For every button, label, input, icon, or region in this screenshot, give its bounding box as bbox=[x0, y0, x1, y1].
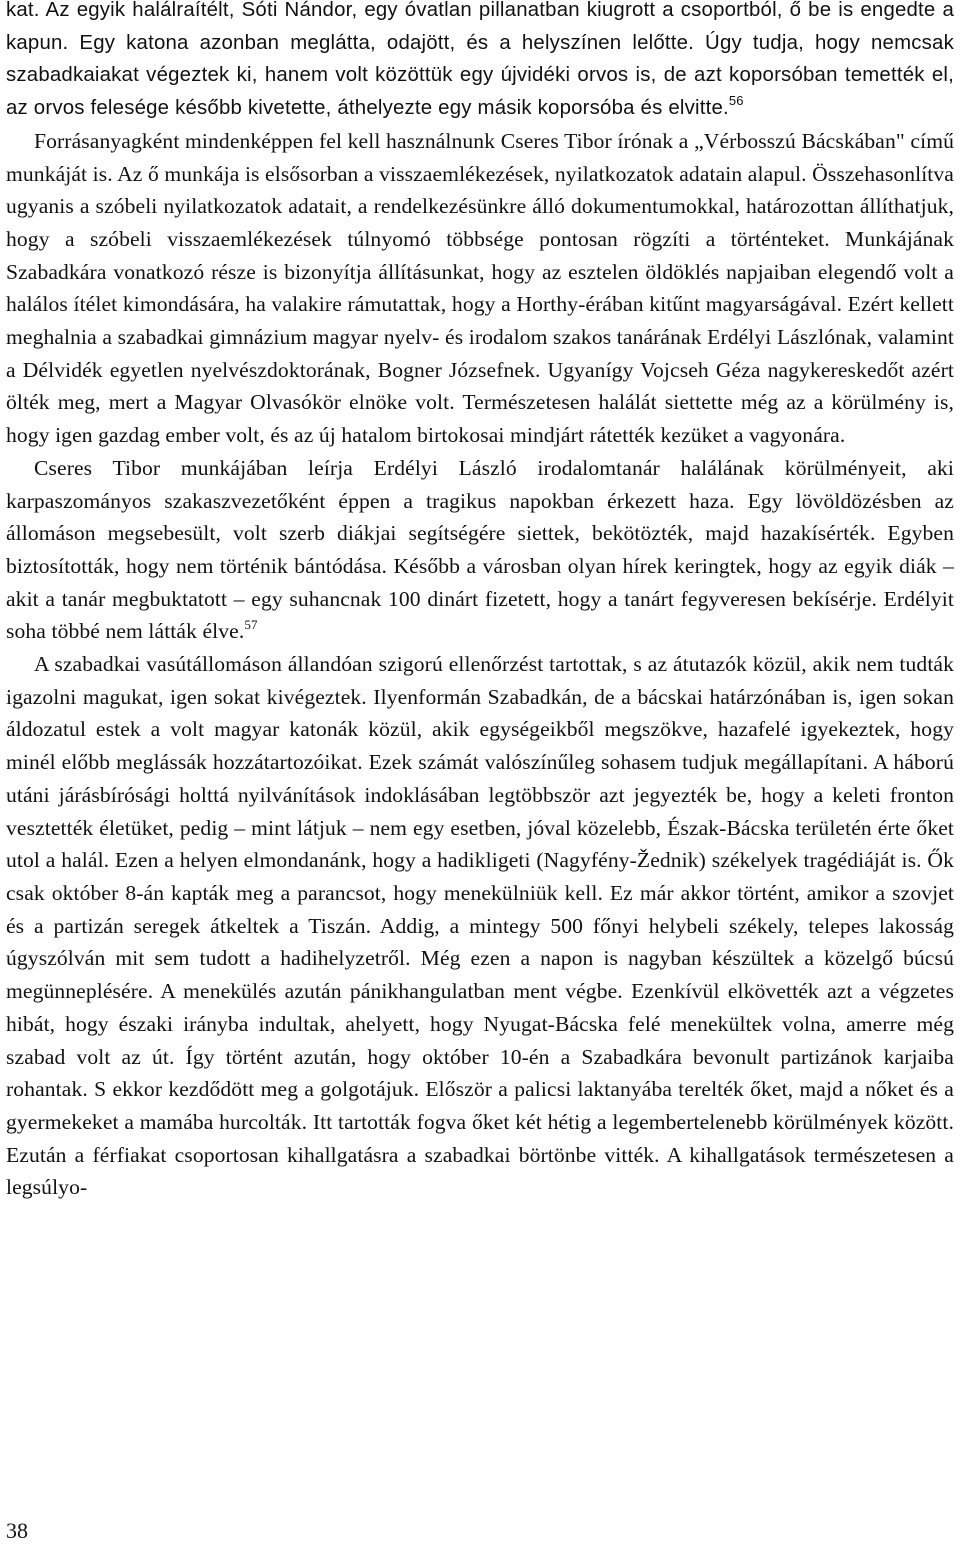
paragraph-3-text: Cseres Tibor munkájában leírja Erdélyi László irodalomtanár halálának körülményeit, aki karpaszományos szakaszvezetőként éppen a tragikus napokban érkezett haza. Egy lövöldözésben az állomáson megsebesült, volt szerb diákjai segítségére siettek, bekötözték, majd hazakísérték. Egyben biztosították, hogy nem történik bántódása. Később a városban olyan hírek keringtek, hogy az egyik diák – akit a tanár megbuktatott – egy suhancnak 100 dinárt fizetett, hogy a tanárt fegyveresen bekísérje. Erdélyit soha többé nem látták élve. bbox=[6, 455, 954, 644]
paragraph-2-text: Forrásanyagként mindenképpen fel kell használnunk Cseres Tibor írónak a „Vérbosszú Bácskában" című munkáját is. Az ő munkája is elsősorban a visszaemlékezések, nyilatkozatok adatain alapul. Összehasonlítva ugyanis a szóbeli nyilatkozatok adatait, a rendelkezésünkre álló dokumentumokkal, határozottan állíthatjuk, hogy a szóbeli visszaemlékezések túlnyomó többsége pontosan rögzíti a történteket. Munkájának Szabadkára vonatkozó része is bizonyítja állításunkat, hogy az esztelen öldöklés napjaiban elegendő volt a halálos ítélet kimondására, ha valakire rámutattak, hogy a Horthy-érában kitűnt magyarságával. Ezért kellett meghalnia a szabadkai gimnázium magyar nyelv- és irodalom szakos tanárának Erdélyi Lászlónak, valamint a Délvidék egyetlen nyelvészdoktorának, Bogner Józsefnek. Ugyanígy Vojcseh Géza nagykereskedőt azért ölték meg, mert a Magyar Olvasókör elnöke volt. Természetesen halálát siettette még az a körülmény is, hogy igen gazdag ember volt, és az új hatalom birtokosai mindjárt rátették kezüket a vagyonára. bbox=[6, 128, 954, 448]
footnote-ref-57: 57 bbox=[244, 617, 258, 633]
paragraph-1-text: kat. Az egyik halálraítélt, Sóti Nándor, egy óvatlan pillanatban kiugrott a csoportból, ő be is engedte a kapun. Egy katona azonban meglátta, odajött, és a helyszínen lelőtte. Úgy tudja, hogy nemcsak szabadkaiakat végeztek ki, hanem volt közöttük egy újvidéki orvos is, de azt koporsóban temették el, az orvos felesége később kivetette, áthelyezte egy másik koporsóba és elvitte. bbox=[6, 0, 954, 120]
page-number: 38 bbox=[6, 1518, 28, 1543]
paragraph-4-text: A szabadkai vasútállomáson állandóan szigorú ellenőrzést tartottak, s az átutazók közül, akik nem tudták igazolni magukat, igen sokat kivégeztek. Ilyenformán Szabadkán, de a bácskai határzónában is, igen sokan áldozatul estek a volt magyar katonák közül, akik egységeikből megszökve, hazafelé igyekeztek, hogy minél előbb meglássák hozzátartozóikat. Ezek számát valószínűleg sohasem tudjuk megállapítani. A háború utáni járásbírósági holttá nyilvánítások indoklásában legtöbbször azt jegyezték be, hogy a keleti fronton vesztették életüket, pedig – mint látjuk – nem egy esetben, jóval közelebb, Észak-Bácska területén érte őket utol a halál. Ezen a helyen elmondanánk, hogy a hadikligeti (Nagyfény-Žednik) székelyek tragédiáját is. Ők csak október 8-án kapták meg a parancsot, hogy menekülniük kell. Ez már akkor történt, amikor a szovjet és a partizán seregek átkeltek a Tiszán. Addig, a mintegy 500 főnyi helybeli székely, telepes lakosság úgyszólván mit sem tudott a hadihelyzetről. Még ezen a napon is nagyban készültek a közelgő búcsú megünneplésére. A menekülés azután pánikhangulatban ment végbe. Ezenkívül elkövették azt a végzetes hibát, hogy északi irányba indultak, ahelyett, hogy Nyugat-Bácska felé menekültek volna, amerre még szabad volt az út. Így történt azután, hogy október 10-én a Szabadkára bevonult partizánok karjaiba rohantak. S ekkor kezdődött meg a golgotájuk. Először a palicsi laktanyába terelték őket, majd a nőket és a gyermekeket a mamába hurcolták. Itt tartották fogva őket két hétig a legembertelenebb körülmények között. Ezután a férfiakat csoportosan kihallgatásra a szabadkai börtönbe vitték. A kihallgatások természetesen a legsúlyo- bbox=[6, 652, 954, 1200]
footnote-ref-56: 56 bbox=[728, 93, 744, 109]
document-page bbox=[6, 0, 954, 1204]
paragraph-4 bbox=[6, 648, 954, 1204]
paragraph-3 bbox=[6, 452, 954, 648]
paragraph-1 bbox=[6, 0, 954, 125]
paragraph-2 bbox=[6, 125, 954, 452]
